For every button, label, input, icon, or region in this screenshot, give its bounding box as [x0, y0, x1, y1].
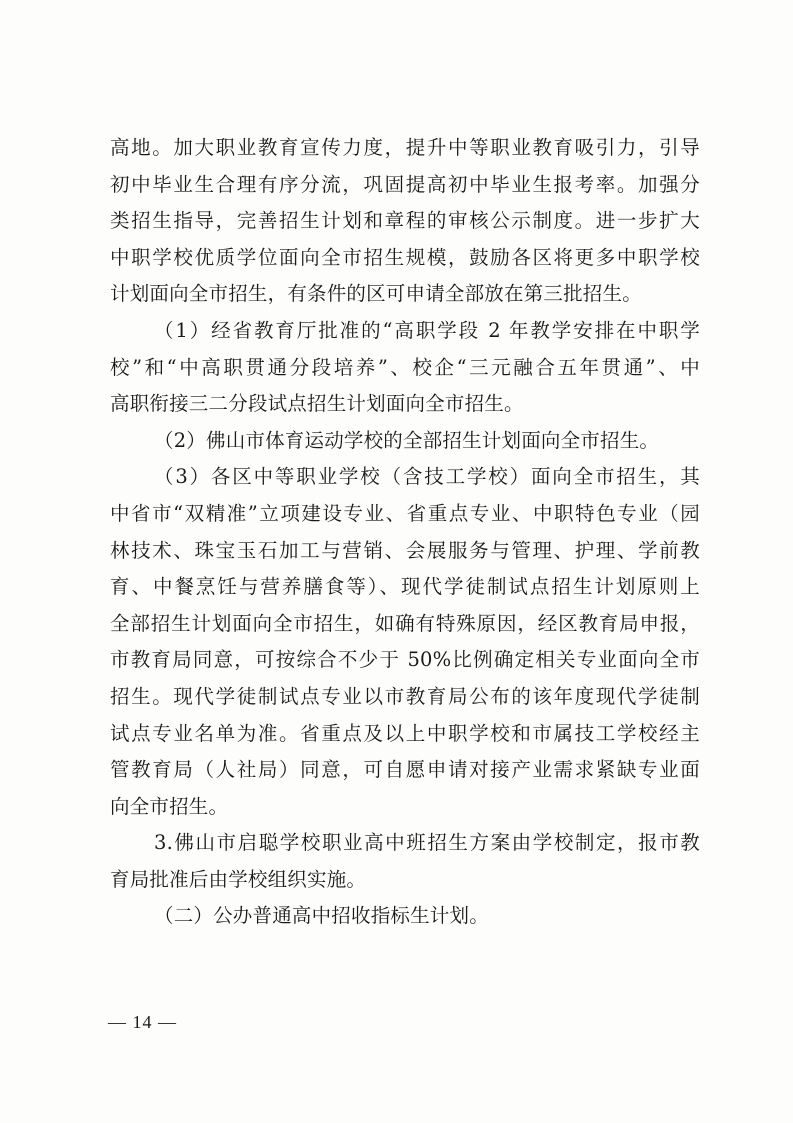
- text-line: 中省市“双精准”立项建设专业、省重点专业、中职特色专业（园: [110, 501, 700, 525]
- text-line: 高地。加大职业教育宣传力度，提升中等职业教育吸引力，引导: [110, 136, 700, 159]
- text-line: 向全市招生。: [110, 794, 229, 818]
- text-line: 林技术、珠宝玉石加工与营销、会展服务与管理、护理、学前教: [110, 538, 700, 562]
- body-text: [110, 130, 700, 935]
- text-line: 3.佛山市启聪学校职业高中班招生方案由学校制定，报市教: [154, 831, 700, 855]
- text-line: 试点专业名单为准。省重点及以上中职学校和市属技工学校经主: [110, 721, 700, 745]
- text-line: 类招生指导，完善招生计划和章程的审核公示制度。进一步扩大: [110, 209, 700, 233]
- text-line: 市教育局同意，可按综合不少于 50%比例确定相关专业面向全市: [110, 648, 700, 672]
- text-line: 计划面向全市招生，有条件的区可申请全部放在第三批招生。: [110, 282, 642, 306]
- text-line: 管教育局（人社局）同意，可自愿申请对接产业需求紧缺专业面: [110, 758, 700, 782]
- text-line: 校”和“中高职贯通分段培养”、校企“三元融合五年贯通”、中: [110, 355, 700, 379]
- text-line: 初中毕业生合理有序分流，巩固提高初中毕业生报考率。加强分: [110, 172, 700, 196]
- text-line: （1）经省教育厅批准的“高职学段 2 年教学安排在中职学: [154, 318, 700, 342]
- text-line: （3）各区中等职业学校（含技工学校）面向全市招生，其: [154, 465, 700, 489]
- section-heading: （二）公办普通高中招收指标生计划。: [154, 904, 489, 928]
- page-number: — 14 —: [108, 1012, 177, 1032]
- text-line: （2）佛山市体育运动学校的全部招生计划面向全市招生。: [154, 428, 660, 452]
- text-line: 中职学校优质学位面向全市招生规模，鼓励各区将更多中职学校: [110, 245, 700, 269]
- text-line: 育、中餐烹饪与营养膳食等）、现代学徒制试点招生计划原则上: [110, 575, 700, 599]
- text-line: 全部招生计划面向全市招生，如确有特殊原因，经区教育局申报，: [110, 611, 700, 635]
- text-line: 育局批准后由学校组织实施。: [110, 867, 367, 891]
- text-line: 高职衔接三二分段试点招生计划面向全市招生。: [110, 392, 524, 416]
- text-line: 招生。现代学徒制试点专业以市教育局公布的该年度现代学徒制: [110, 684, 700, 708]
